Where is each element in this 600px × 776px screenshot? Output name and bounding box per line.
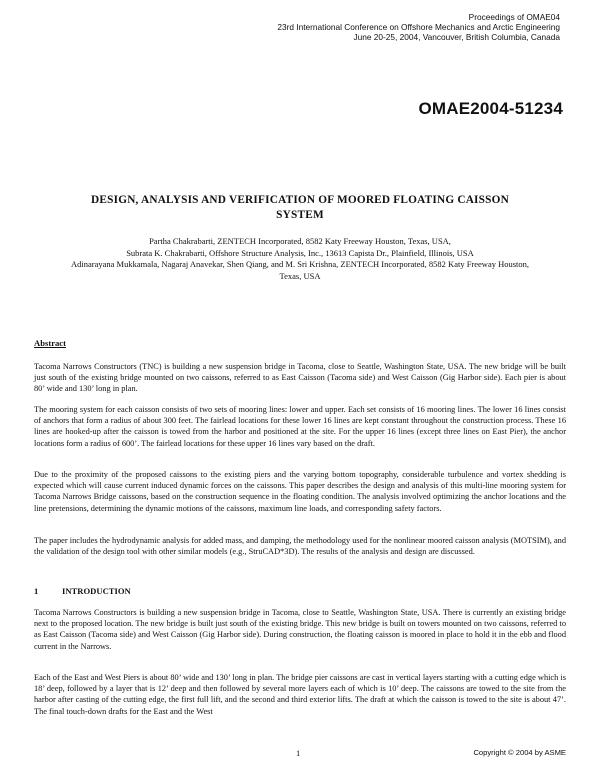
author-line: Subrata K. Chakrabarti, Offshore Structure Analysis, Inc., 13613 Capista Dr., Plainfield, Illinois, USA [126,247,474,258]
paper-title [36,193,564,223]
title-line: DESIGN, ANALYSIS AND VERIFICATION OF MOORED FLOATING CAISSON [91,194,509,206]
paper-id: OMAE2004-51234 [418,99,563,118]
proceedings-title: Proceedings of OMAE04 [468,12,560,22]
section-title: INTRODUCTION [62,586,131,596]
section-number: 1 [34,586,39,596]
abstract-paragraph: The mooring system for each caisson consists of two sets of mooring lines: lower and upper. Each set consists of 16 mooring lines. The lower 16 lines consist of anchors that form a radius of about 300 feet. The fairlead locations for these lower 16 lines are kept constant throughout the construction process. These 16 lines are hooked-up after the caisson is towed from the harbor and positioned at the site. For the upper 16 lines (except three lines on East Pier), the anchor locations form a radius of 600’. The fairlead locations for these upper 16 lines vary based on the draft. [34,405,566,448]
conference-name: 23rd International Conference on Offshore Mechanics and Arctic Engineering [277,22,560,32]
author-line: Texas, USA [279,270,321,281]
author-line: Adinarayana Mukkamala, Nagaraj Anavekar, Shen Qiang, and M. Sri Krishna, ZENTECH Incorporated, 8582 Katy Freeway Houston, [70,259,530,270]
abstract-heading: Abstract [34,338,66,348]
abstract-paragraph: Tacoma Narrows Constructors (TNC) is building a new suspension bridge in Tacoma, close to Seattle, Washington State, USA. The new bridge will be built just south of the existing bridge mounted on two caissons, referred to as East Caisson (Tacoma side) and West Caisson (Gig Harbor side). Each pier is about 80’ wide and 130’ long in plan. [34,362,566,394]
proceedings-header [277,12,560,42]
conference-date-location: June 20-25, 2004, Vancouver, British Columbia, Canada [353,32,560,42]
abstract-paragraph: Due to the proximity of the proposed caissons to the existing piers and the varying bottom topography, considerable turbulence and vortex shedding is expected which will cause current induced dynamic forces on the caissons. This paper describes the design and analysis of this multi-line mooring system for Tacoma Narrows Bridge caissons, based on the construction sequence in the floating condition. The analysis involved optimizing the anchor locations and the line pretensions, determining the dynamic motions of the caissons, maximum line loads, and corresponding safety factors. [34,470,566,513]
author-line: Partha Chakrabarti, ZENTECH Incorporated, 8582 Katy Freeway Houston, Texas, USA, [149,236,451,246]
introduction-heading [34,586,131,596]
author-block [30,236,570,282]
title-line: SYSTEM [276,209,324,221]
abstract-paragraph: The paper includes the hydrodynamic analysis for added mass, and damping, the methodology used for the nonlinear moored caisson analysis (MOTSIM), and the validation of the design tool with other similar models (e.g., StruCAD*3D). The results of the analysis and design are discussed. [34,536,566,557]
introduction-paragraph: Each of the East and West Piers is about 80’ wide and 130’ long in plan. The bridge pier caissons are cast in vertical layers starting with a cutting edge which is 18’ deep, followed by a layer that is 12’ deep and then followed by several more layers each of which is 10’ deep. The caissons are towed to the site from the harbor after casting of the cutting edge, the first full lift, and the second and third exterior lifts. The draft at which the caisson is towed to the site is about 47’. The final touch-down drafts for the East and the West [34,673,566,716]
page-number: 1 [296,748,301,758]
copyright-notice: Copyright © 2004 by ASME [473,748,566,757]
introduction-paragraph: Tacoma Narrows Constructors is building a new suspension bridge in Tacoma, close to Seattle, Washington State, USA. There is currently an existing bridge next to the proposed location. The new bridge is built just south of the existing bridge. This new bridge is built on towers mounted on two caissons, referred to as East Caisson (Tacoma side) and West Caisson (Gig Harbor side). During construction, the floating caisson is moored in place to hold it in the ebb and flood current in the Narrows. [34,608,566,651]
